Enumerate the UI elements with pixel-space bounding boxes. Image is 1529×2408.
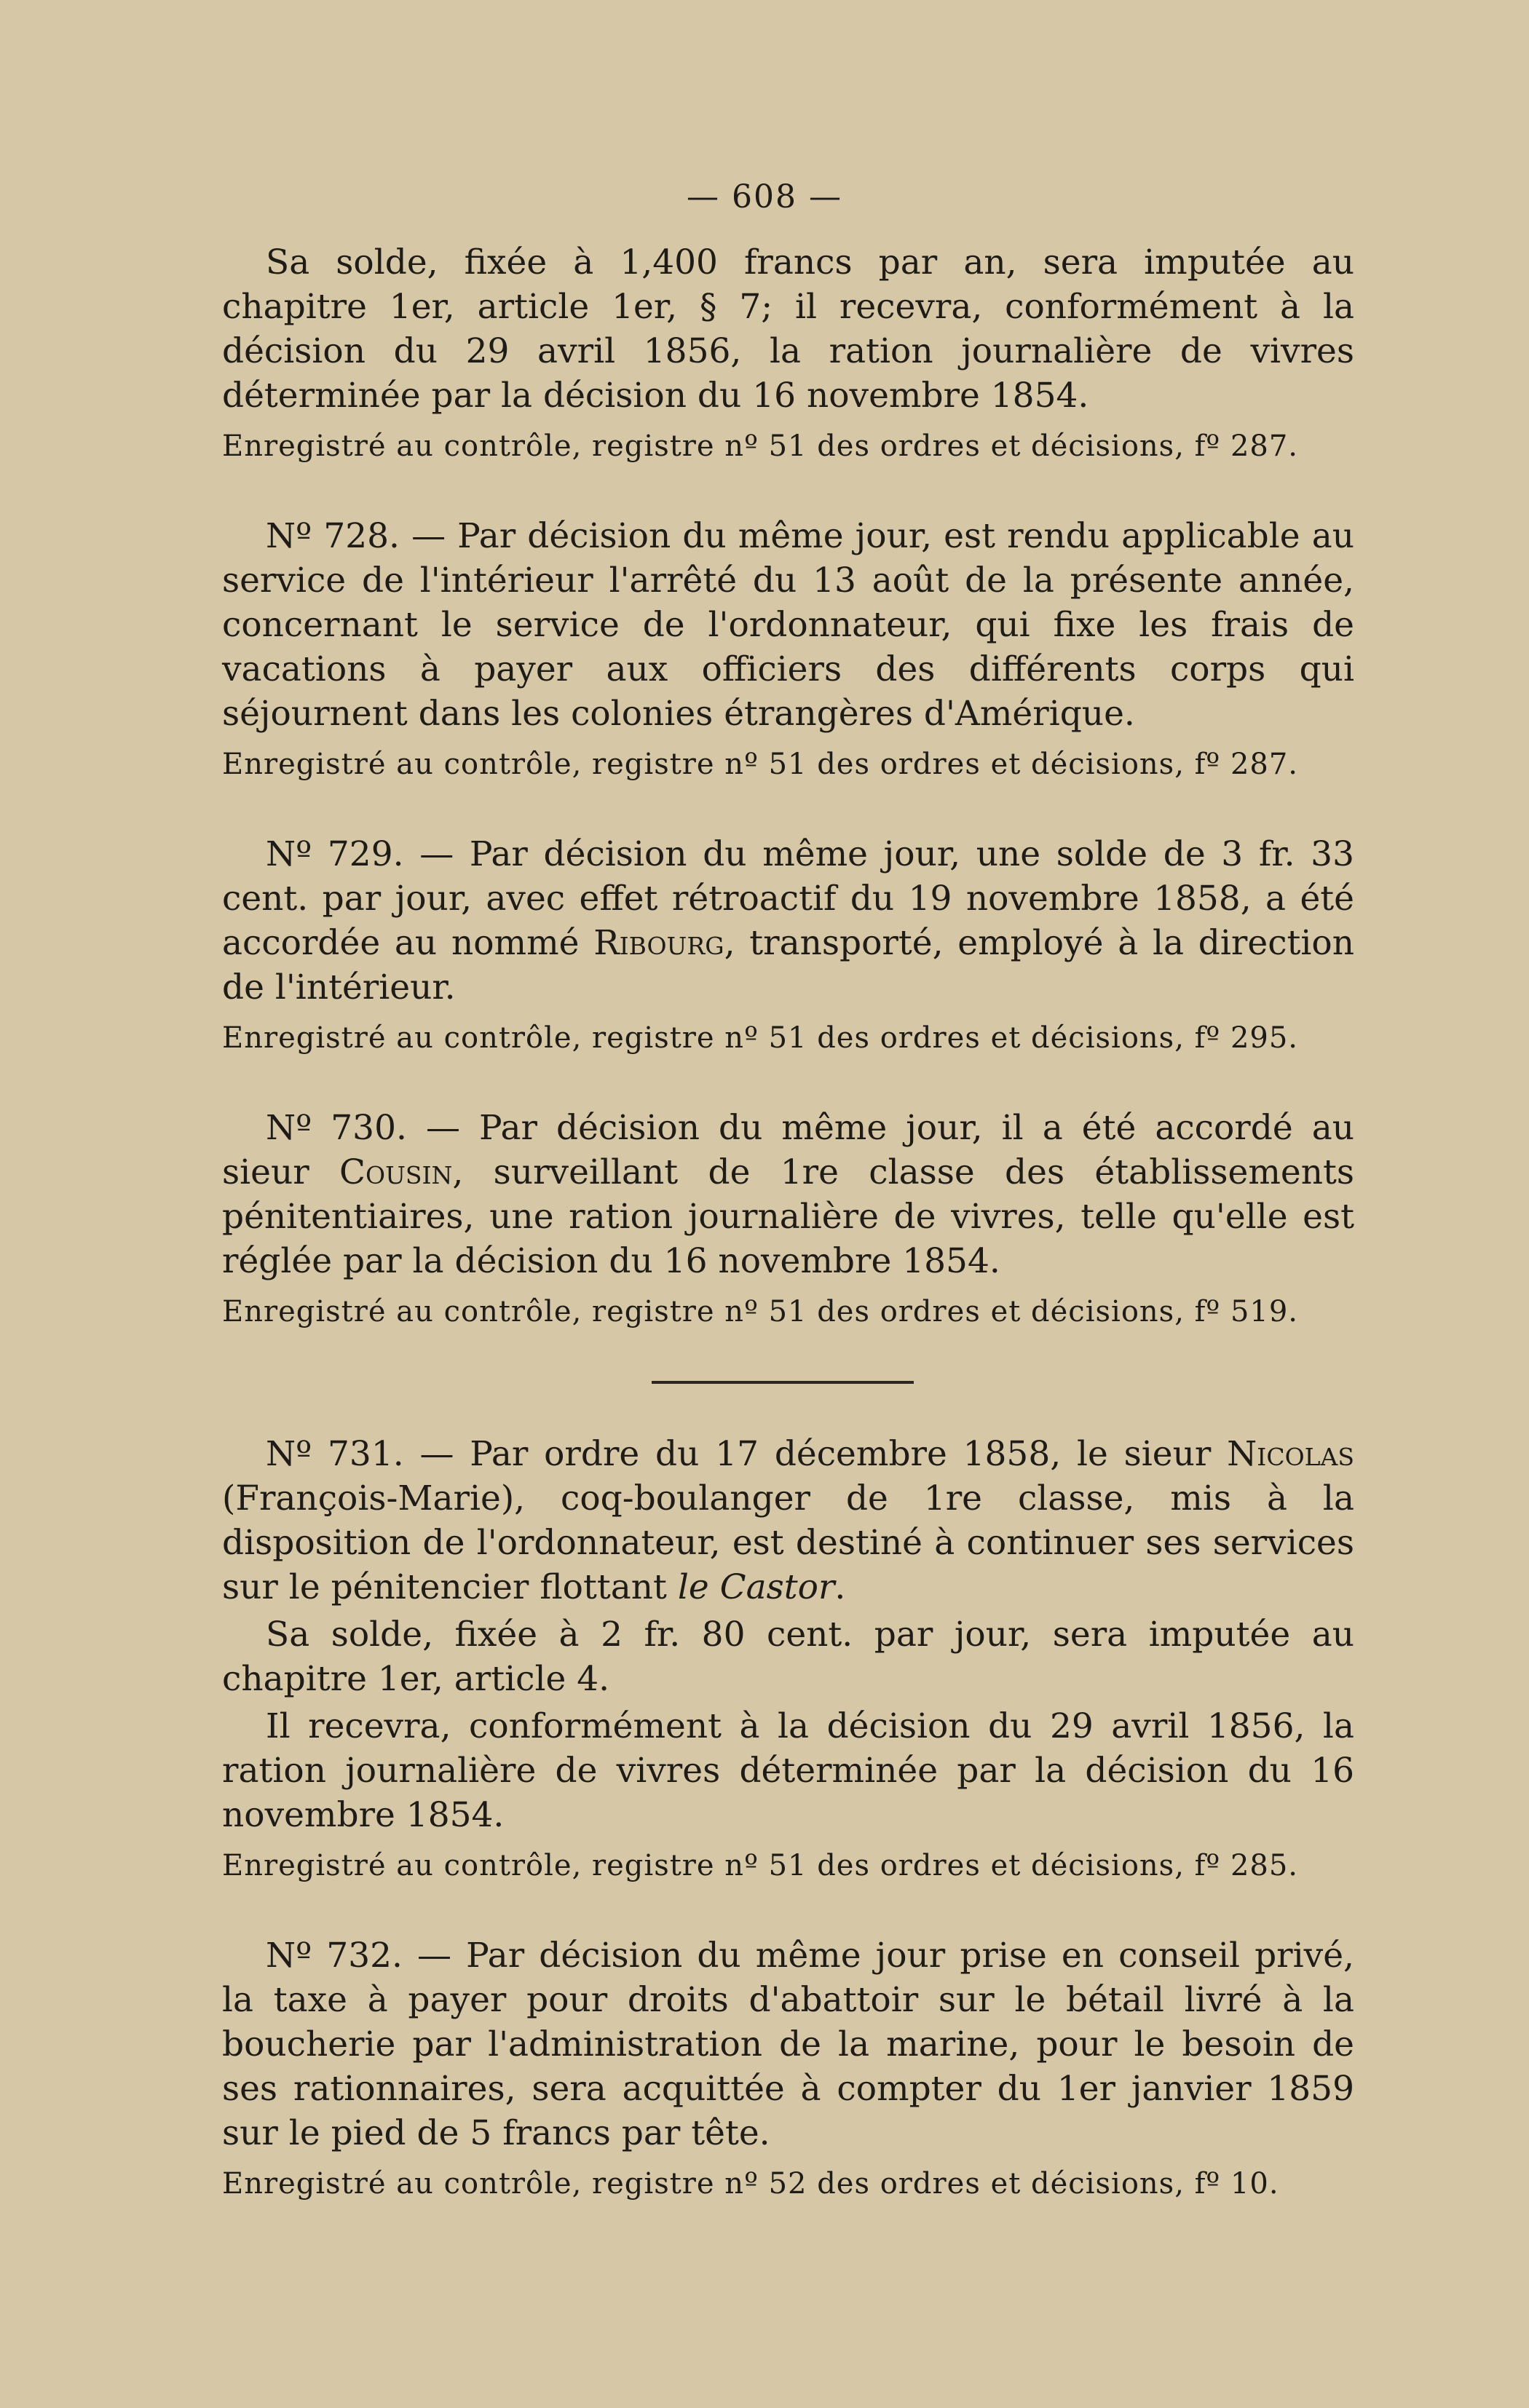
entry-number: Nº 729. (266, 834, 404, 874)
entry-728 (222, 514, 1354, 785)
entry-729 (222, 832, 1354, 1059)
section-divider (652, 1381, 914, 1384)
entry-body: — Par ordre du 17 décembre 1858, le sieur (403, 1434, 1228, 1474)
entry-body: — Par décision du même jour prise en conseil privé, la taxe à payer pour droits d'abattoir sur le bétail livré à la boucherie par l'administration de la marine, pour le besoin de ses rationnaires, sera acquittée à compter du 1er janvier 1859 sur le pied de 5 francs par tête. (222, 1936, 1354, 2153)
entry-body: — Par décision du même jour, est rendu applicable au service de l'intérieur l'arrêté du 13 août de la présente année, concernant le service de l'ordonnateur, qui fixe les frais de vacations à payer aux officiers des différents corps qui séjournent dans les colonies étrangères d'Amérique. (222, 516, 1354, 734)
entry-text (222, 1106, 1354, 1283)
registry-note: Enregistré au contrôle, registre nº 51 des ordres et décisions, fº 287. (222, 748, 1299, 781)
entry-number: Nº 728. (266, 516, 400, 556)
entry-text (222, 1933, 1354, 2155)
person-name: Cousin (339, 1152, 453, 1192)
registry-note: Enregistré au contrôle, registre nº 52 des ordres et décisions, fº 10. (222, 2167, 1279, 2201)
entry-number: Nº 732. (266, 1936, 403, 1976)
entry-body-continued: (François-Marie), coq-boulanger de 1re classe, mis à la disposition de l'ordonnateur, est destiné à continuer ses services sur le pénitencier flottant (222, 1478, 1354, 1607)
entry-body-continued: , transporté, employé à la direction de l'intérieur. (222, 923, 1354, 1007)
entry-730 (222, 1106, 1354, 1333)
page-number: — 608 — (687, 178, 842, 215)
entry-body-continued: , surveillant de 1re classe des établissements pénitentiaires, une ration journalière de vivres, telle qu'elle est réglée par la décision du 16 novembre 1854. (222, 1152, 1354, 1281)
entry-paragraph-3: Il recevra, conformément à la décision du 29 avril 1856, la ration journalière de vivres déterminée par la décision du 16 novembre 1854. (222, 1706, 1354, 1835)
intro-block (222, 240, 1354, 467)
intro-paragraph: Sa solde, fixée à 1,400 francs par an, sera imputée au chapitre 1er, article 1er, § 7; il recevra, conformément à la décision du 29 avril 1856, la ration journalière de vivres déterminée par la décision du 16 novembre 1854. (222, 242, 1354, 416)
registry-note: Enregistré au contrôle, registre nº 51 des ordres et décisions, fº 287. (222, 429, 1299, 463)
entry-text (222, 514, 1354, 736)
entry-number: Nº 730. (266, 1108, 407, 1148)
entry-text (222, 832, 1354, 1010)
entry-body: — Par décision du même jour, une solde de 3 fr. 33 cent. par jour, avec effet rétroactif du 19 novembre 1858, a été accordée au nommé (222, 834, 1354, 963)
registry-note: Enregistré au contrôle, registre nº 51 des ordres et décisions, fº 285. (222, 1849, 1299, 1882)
entry-732 (222, 1933, 1354, 2205)
person-name: Ribourg (593, 923, 724, 963)
page-content (222, 240, 1354, 2205)
entry-paragraph-2: Sa solde, fixée à 2 fr. 80 cent. par jour, sera imputée au chapitre 1er, article 4. (222, 1615, 1354, 1699)
entry-number: Nº 731. (266, 1434, 404, 1474)
entry-text (222, 1432, 1354, 1609)
entry-body-end: . (834, 1567, 846, 1607)
ship-name: le Castor (677, 1567, 835, 1607)
entry-body: — Par décision du même jour, il a été accordé au sieur (222, 1108, 1354, 1192)
person-name: Nicolas (1227, 1434, 1354, 1474)
registry-note: Enregistré au contrôle, registre nº 51 des ordres et décisions, fº 295. (222, 1021, 1299, 1055)
entry-731 (222, 1432, 1354, 1887)
registry-note: Enregistré au contrôle, registre nº 51 des ordres et décisions, fº 519. (222, 1295, 1299, 1328)
